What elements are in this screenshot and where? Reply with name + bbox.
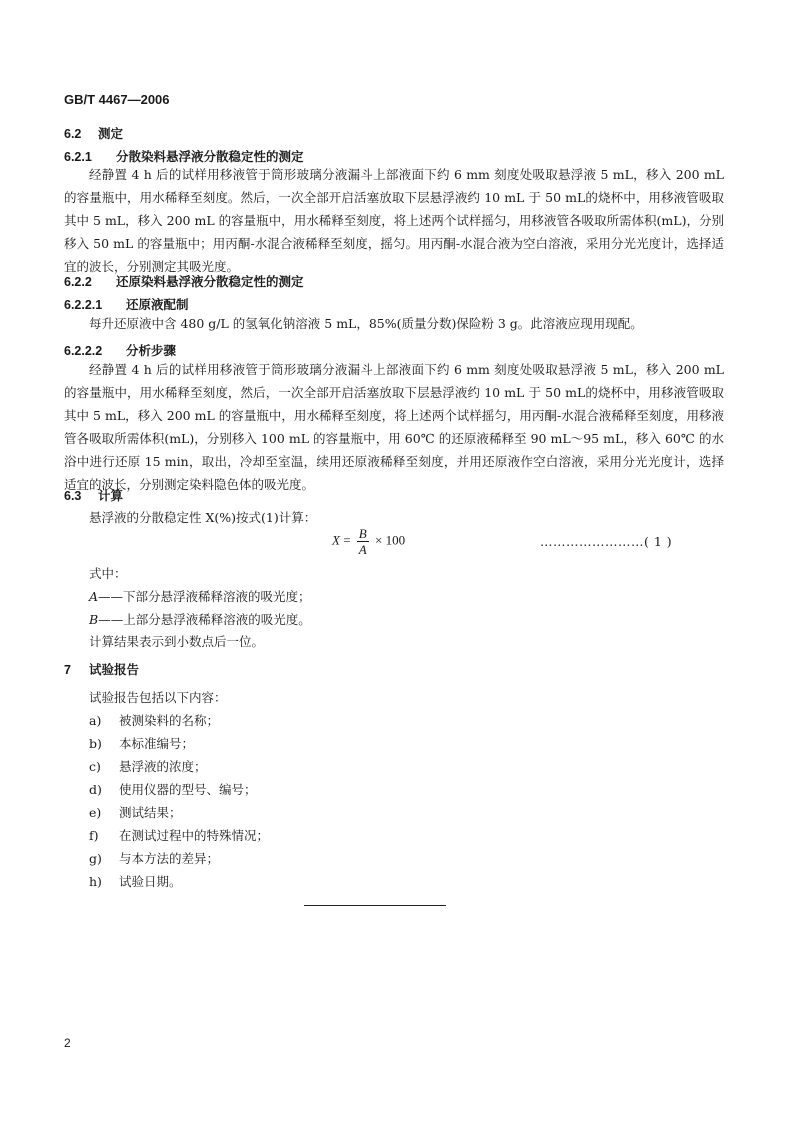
paragraph-7: 试验报告包括以下内容：: [89, 690, 227, 705]
definition-a: [89, 587, 311, 605]
list-item: [89, 711, 219, 729]
paragraph-6-2-2-2: 经静置 4 h 后的试样用移液管于筒形玻璃分液漏斗上部液面下约 6 mm 刻度处吸取悬浮液 5 mL，移入 200 mL 的容量瓶中，用水稀释至刻度，然后，一次全部开启活塞放取下层悬浮液约 10 mL 于 50 mL的烧杯中，用移液管吸取其中 5 mL，移入 200 mL 的容量瓶中，用水稀释至刻度，将上述两个试样摇匀，用丙酮-水混合液稀释至刻度，用移液管各吸取所需体积(mL)，分别移入 100 mL 的容量瓶中，用 60℃ 的还原液稀释至 90 mL～95 mL，移入 60℃ 的水浴中进行还原 15 min，取出，冷却至室温，续用还原液稀释至刻度，并用还原液作空白溶液，采用分光光度计，选择适宜的波长，分别测定染料隐色体的吸光度。: [64, 362, 724, 492]
list-text: 悬浮液的浓度；: [119, 759, 207, 774]
list-item: [89, 826, 269, 844]
list-marker: b): [89, 736, 102, 751]
heading-number: 6.2.1: [64, 150, 92, 164]
list-item: [89, 849, 219, 867]
heading-number: 6.2.2.2: [64, 344, 103, 358]
list-item: [89, 780, 257, 798]
heading-number: 6.2.2: [64, 275, 92, 289]
heading-title: 还原染料悬浮液分散稳定性的测定: [116, 274, 304, 289]
equation-number: [540, 534, 672, 549]
heading-title: 试验报告: [89, 662, 140, 677]
list-item: [89, 757, 207, 775]
list-text: 测试结果；: [119, 805, 182, 820]
list-text: 试验日期。: [119, 874, 182, 889]
heading-title: 分析步骤: [126, 343, 177, 358]
formula-lhs: X: [332, 532, 340, 548]
formula-numerator: B: [358, 526, 367, 541]
heading-number: 7: [64, 663, 71, 677]
heading-6-2: [64, 124, 123, 142]
list-text: 在测试过程中的特殊情况；: [119, 828, 270, 843]
formula-fraction: [357, 526, 369, 557]
list-text: 使用仪器的型号、编号；: [119, 782, 257, 797]
paragraph-6-2-2-1: 每升还原液中含 480 g/L 的氢氧化钠溶液 5 mL，85%(质量分数)保险粉 3 g。此溶液应现用现配。: [89, 316, 643, 331]
equation-label: ( 1 ): [644, 534, 673, 549]
heading-6-3: [64, 486, 123, 504]
formula-1: [332, 526, 405, 557]
heading-number: 6.2.2.1: [64, 298, 103, 312]
end-rule: [304, 905, 446, 906]
list-item: [89, 803, 182, 821]
list-marker: c): [89, 759, 101, 774]
heading-title: 还原液配制: [126, 297, 189, 312]
formula-tail: × 100: [375, 532, 406, 548]
definition-text: ——下部分悬浮液稀释溶液的吸光度；: [98, 589, 311, 604]
heading-title: 测定: [98, 126, 124, 141]
heading-7: [64, 660, 139, 678]
list-text: 与本方法的差异；: [119, 851, 220, 866]
heading-number: 6.3: [64, 489, 82, 503]
list-marker: a): [89, 713, 102, 728]
paragraph-6-3: 悬浮液的分散稳定性 X(%)按式(1)计算：: [89, 510, 317, 525]
result-note: 计算结果表示到小数点后一位。: [89, 634, 265, 649]
list-text: 被测染料的名称；: [119, 713, 220, 728]
page-number: 2: [64, 1036, 71, 1050]
definition-b: [89, 610, 311, 628]
equation-leader-dots: ……………………: [540, 534, 644, 549]
heading-number: 6.2: [64, 127, 82, 141]
heading-6-2-2-2: [64, 341, 176, 359]
list-text: 本标准编号；: [119, 736, 195, 751]
formula-denominator: A: [358, 542, 367, 557]
heading-6-2-2: [64, 272, 304, 290]
list-item: [89, 872, 182, 890]
heading-title: 计算: [98, 488, 124, 503]
list-item: [89, 734, 194, 752]
heading-title: 分散染料悬浮液分散稳定性的测定: [116, 149, 304, 164]
formula-equals: =: [343, 532, 351, 548]
list-marker: d): [89, 782, 102, 797]
standard-number: GB/T 4467—2006: [64, 92, 170, 107]
list-marker: e): [89, 805, 102, 820]
list-marker: f): [89, 828, 99, 843]
list-marker: h): [89, 874, 102, 889]
definition-text: ——上部分悬浮液稀释溶液的吸光度。: [98, 612, 311, 627]
definition-symbol: A: [89, 589, 99, 604]
heading-6-2-2-1: [64, 295, 189, 313]
definition-symbol: B: [89, 612, 99, 627]
where-label: 式中：: [89, 566, 127, 581]
list-marker: g): [89, 851, 102, 866]
paragraph-6-2-1: 经静置 4 h 后的试样用移液管于筒形玻璃分液漏斗上部液面下约 6 mm 刻度处吸取悬浮液 5 mL，移入 200 mL 的容量瓶中，用水稀释至刻度。然后，一次全部开启活塞放取下层悬浮液约 10 mL 于 50 mL的烧杯中，用移液管吸取其中 5 mL，移入 200 mL 的容量瓶中，用水稀释至刻度，将上述两个试样摇匀，用移液管各吸取所需体积(mL)，分别移入 50 mL 的容量瓶中；用丙酮-水混合液稀释至刻度，摇匀。用丙酮-水混合液为空白溶液，采用分光光度计，选择适宜的波长，分别测定其吸光度。: [64, 167, 724, 274]
